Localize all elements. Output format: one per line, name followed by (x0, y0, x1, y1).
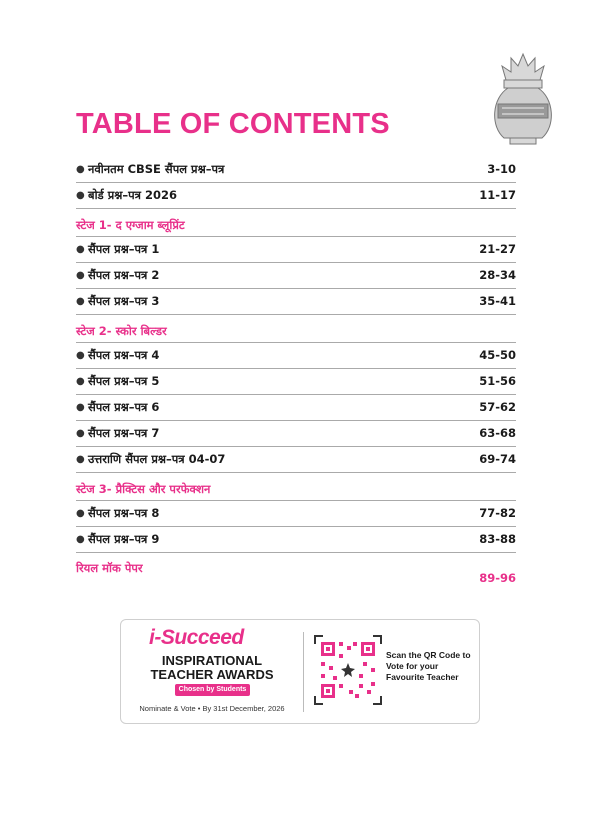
toc-row[interactable] (76, 266, 516, 289)
bullet-icon: ● (76, 402, 85, 413)
divider (303, 632, 304, 712)
stage-title: स्टेज 3- प्रैक्टिस और परफेक्शन (76, 482, 211, 496)
stage-title: स्टेज 1- द एग्जाम ब्लूप्रिंट (76, 218, 185, 232)
table-of-contents (76, 160, 516, 595)
award-title-line1: INSPIRATIONAL (161, 653, 263, 668)
toc-row-label: सैंपल प्रश्न–पत्र 2 (88, 268, 160, 282)
stage-heading (76, 322, 516, 343)
toc-row-label: नवीनतम CBSE सैंपल प्रश्न–पत्र (88, 162, 225, 176)
toc-row-pages: 21-27 (479, 242, 516, 256)
toc-row-label: बोर्ड प्रश्न–पत्र 2026 (88, 188, 178, 202)
awards-logo-block (121, 620, 303, 723)
toc-row[interactable] (76, 372, 516, 395)
toc-row[interactable] (76, 292, 516, 315)
toc-row-pages: 35-41 (479, 294, 516, 308)
page-title: TABLE OF CONTENTS (76, 108, 390, 140)
toc-row-pages: 3-10 (487, 162, 516, 176)
bullet-icon: ● (76, 534, 85, 545)
awards-banner[interactable] (120, 619, 480, 724)
qr-code-icon[interactable] (313, 634, 383, 706)
bullet-icon: ● (76, 270, 85, 281)
mock-paper-label: रियल मॉक पेपर (76, 561, 143, 575)
toc-row-label: सैंपल प्रश्न–पत्र 4 (88, 348, 160, 362)
brand-logo: i-Succeed (149, 626, 244, 649)
toc-row-label: सैंपल प्रश्न–पत्र 1 (88, 242, 160, 256)
bullet-icon: ● (76, 454, 85, 465)
bullet-icon: ● (76, 376, 85, 387)
toc-row-pages: 11-17 (479, 188, 516, 202)
toc-row-pages: 63-68 (479, 426, 516, 440)
toc-row-pages: 28-34 (479, 268, 516, 282)
bullet-icon: ● (76, 428, 85, 439)
toc-row-label: उत्तराणि सैंपल प्रश्न–पत्र 04-07 (88, 452, 226, 466)
toc-row-pages: 57-62 (479, 400, 516, 414)
kalash-icon (488, 52, 558, 148)
bullet-icon: ● (76, 190, 85, 201)
toc-row-pages: 51-56 (479, 374, 516, 388)
toc-row[interactable] (76, 398, 516, 421)
toc-row-pages: 69-74 (479, 452, 516, 466)
stage-heading (76, 216, 516, 237)
toc-row-pages: 83-88 (479, 532, 516, 546)
bullet-icon: ● (76, 244, 85, 255)
toc-row[interactable] (76, 450, 516, 473)
toc-row-label: सैंपल प्रश्न–पत्र 8 (88, 506, 160, 520)
mock-paper-row[interactable] (76, 561, 516, 595)
toc-row-label: सैंपल प्रश्न–पत्र 9 (88, 532, 160, 546)
toc-row-label: सैंपल प्रश्न–पत्र 5 (88, 374, 160, 388)
tagline-badge: Chosen by Students (175, 684, 250, 696)
bullet-icon: ● (76, 508, 85, 519)
nominate-text: Nominate & Vote • By 31st December, 2026 (139, 704, 285, 713)
bullet-icon: ● (76, 296, 85, 307)
qr-instruction: Scan the QR Code to Vote for your Favourite Teacher (386, 650, 471, 682)
toc-row-label: सैंपल प्रश्न–पत्र 6 (88, 400, 160, 414)
toc-row-label: सैंपल प्रश्न–पत्र 3 (88, 294, 160, 308)
toc-row[interactable] (76, 160, 516, 183)
toc-row[interactable] (76, 504, 516, 527)
bullet-icon: ● (76, 164, 85, 175)
stage-title: स्टेज 2- स्कोर बिल्डर (76, 324, 167, 338)
toc-row[interactable] (76, 530, 516, 553)
toc-row-label: सैंपल प्रश्न–पत्र 7 (88, 426, 160, 440)
toc-row[interactable] (76, 186, 516, 209)
bullet-icon: ● (76, 350, 85, 361)
toc-row[interactable] (76, 424, 516, 447)
mock-paper-pages: 89-96 (479, 571, 516, 585)
toc-row-pages: 77-82 (479, 506, 516, 520)
award-title-line2: TEACHER AWARDS (150, 667, 274, 682)
toc-row[interactable] (76, 346, 516, 369)
toc-row[interactable] (76, 240, 516, 263)
toc-row-pages: 45-50 (479, 348, 516, 362)
stage-heading (76, 480, 516, 501)
